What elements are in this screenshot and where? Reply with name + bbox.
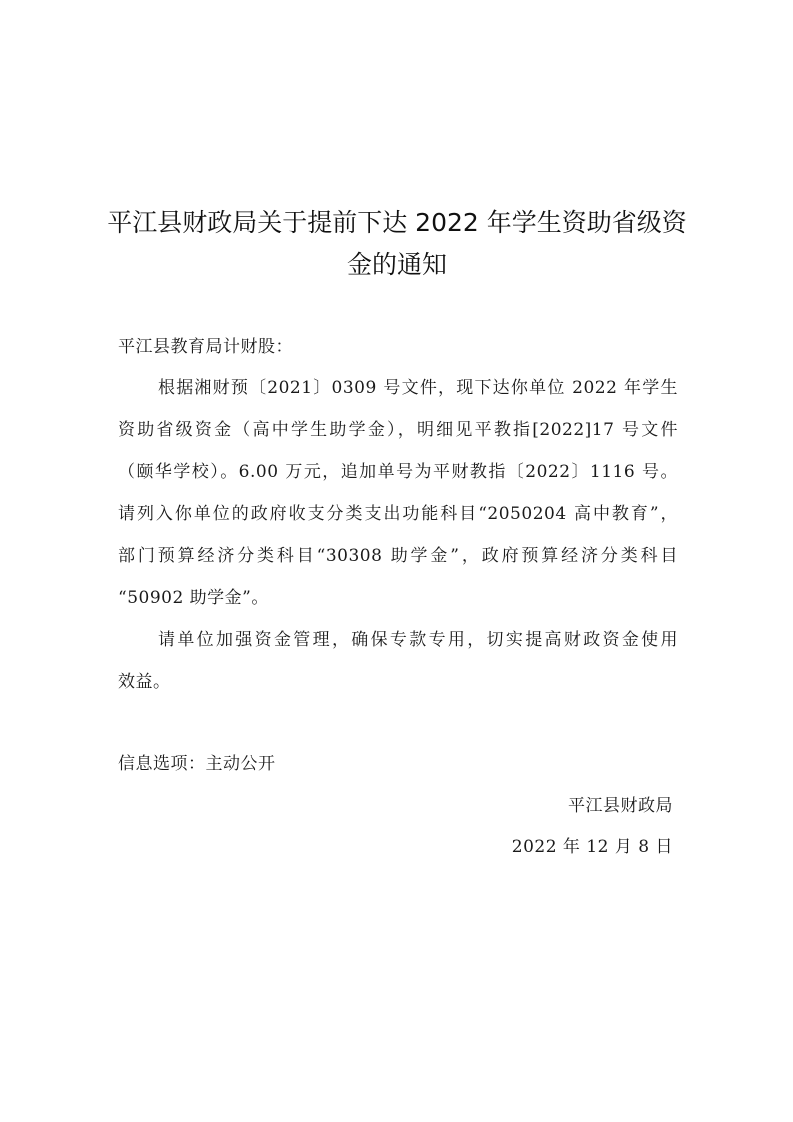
body-line-4: 请列入你单位的政府收支分类支出功能科目“2050204 高中教育”， [118, 504, 678, 524]
document-title-line-1: 平江县财政局关于提前下达 2022 年学生资助省级资 [107, 208, 687, 237]
issue-date: 2022 年 12 月 8 日 [511, 837, 673, 857]
issuer-name: 平江县财政局 [568, 796, 673, 816]
body-line-1: 根据湘财预〔2021〕0309 号文件，现下达你单位 2022 年学生 [158, 378, 678, 398]
disclosure-option: 信息选项：主动公开 [118, 754, 276, 774]
salutation: 平江县教育局计财股： [118, 337, 293, 357]
document-title-line-2: 金的通知 [346, 250, 447, 279]
body-line-2: 资助省级资金（高中学生助学金），明细见平教指[2022]17 号文件 [118, 420, 678, 440]
body-line-6: “50902 助学金”。 [118, 588, 269, 608]
body-line-5: 部门预算经济分类科目“30308 助学金”，政府预算经济分类科目 [118, 546, 678, 566]
body-line-3: （颐华学校）。6.00 万元，追加单号为平财教指〔2022〕1116 号。 [118, 462, 678, 482]
body-line-8: 效益。 [118, 672, 171, 692]
body-line-7: 请单位加强资金管理，确保专款专用，切实提高财政资金使用 [158, 630, 678, 650]
